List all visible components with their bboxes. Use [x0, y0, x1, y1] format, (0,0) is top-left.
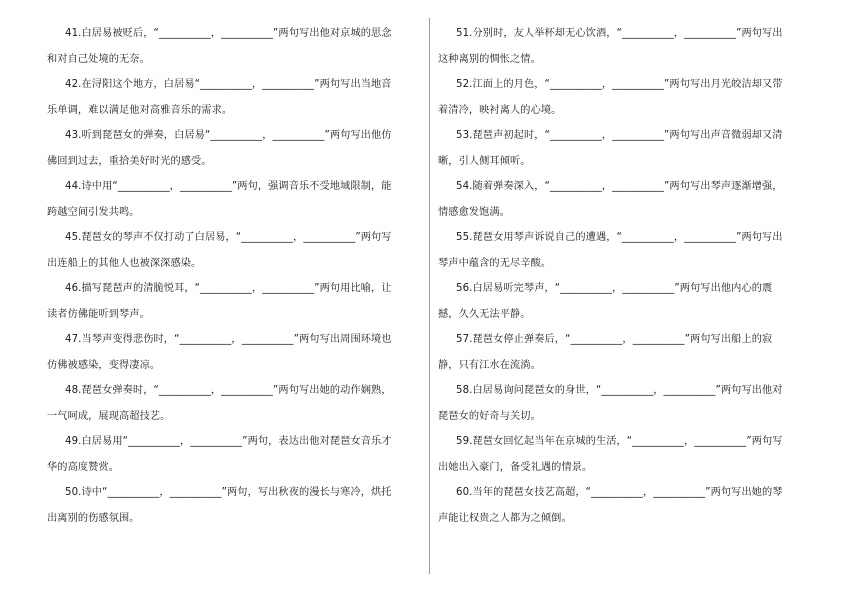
question-50: 50.诗中“__________，__________”两句，写出秋夜的漫长与寒冷，烘托出离别的伤感氛围。: [47, 487, 392, 524]
question-52: 52.江面上的月色，“__________，__________”两句写出月光皎洁却又带着清冷，映衬离人的心境。: [438, 79, 783, 116]
question-44: 44.诗中用“__________，__________”两句，强调音乐不受地域限制，能跨越空间引发共鸣。: [47, 181, 392, 218]
question-41: 41.白居易被贬后，“__________，__________”两句写出他对京城的思念和对自己处境的无奈。: [47, 28, 392, 65]
question-54: 54.随着弹奏深入，“__________，__________”两句写出琴声逐渐增强，情感愈发饱满。: [438, 181, 783, 218]
question-49: 49.白居易用“__________，__________”两句，表达出他对琵琶女音乐才华的高度赞赏。: [47, 436, 392, 473]
question-43: 43.听到琵琶女的弹奏，白居易“__________，__________”两句写出他仿佛回到过去，重拾美好时光的感受。: [47, 130, 392, 167]
question-45: 45.琵琶女的琴声不仅打动了白居易，“__________，__________”两句写出连船上的其他人也被深深感染。: [47, 232, 392, 269]
question-58: 58.白居易询问琵琶女的身世，“__________，__________”两句写出他对琵琶女的好奇与关切。: [438, 385, 783, 422]
question-53: 53.琵琶声初起时，“__________，__________”两句写出声音微弱却又清晰，引人侧耳倾听。: [438, 130, 783, 167]
question-48: 48.琵琶女弹奏时，“__________，__________”两句写出她的动作娴熟，一气呵成，展现高超技艺。: [47, 385, 392, 422]
question-42: 42.在浔阳这个地方，白居易“__________，__________”两句写出当地音乐单调，难以满足他对高雅音乐的需求。: [47, 79, 392, 116]
question-51: 51.分别时，友人举杯却无心饮酒，“__________，__________”两句写出这种离别的惆怅之情。: [438, 28, 783, 65]
question-47: 47.当琴声变得悲伤时，“__________，__________”两句写出周围环境也仿佛被感染，变得凄凉。: [47, 334, 392, 371]
left-column: [47, 21, 399, 531]
question-46: 46.描写琵琶声的清脆悦耳，“__________，__________”两句用比喻，让读者仿佛能听到琴声。: [47, 283, 392, 320]
right-column: [438, 21, 788, 531]
question-55: 55.琵琶女用琴声诉说自己的遭遇，“__________，__________”两句写出琴声中蕴含的无尽辛酸。: [438, 232, 783, 269]
column-divider: [429, 18, 430, 574]
question-60: 60.当年的琵琶女技艺高超，“__________，__________”两句写出她的琴声能让权贵之人都为之倾倒。: [438, 487, 783, 524]
question-59: 59.琵琶女回忆起当年在京城的生活，“__________，__________”两句写出她出入豪门，备受礼遇的情景。: [438, 436, 783, 473]
question-56: 56.白居易听完琴声，“__________，__________”两句写出他内心的震撼，久久无法平静。: [438, 283, 773, 320]
question-57: 57.琵琶女停止弹奏后，“__________，__________”两句写出船上的寂静，只有江水在流淌。: [438, 334, 773, 371]
